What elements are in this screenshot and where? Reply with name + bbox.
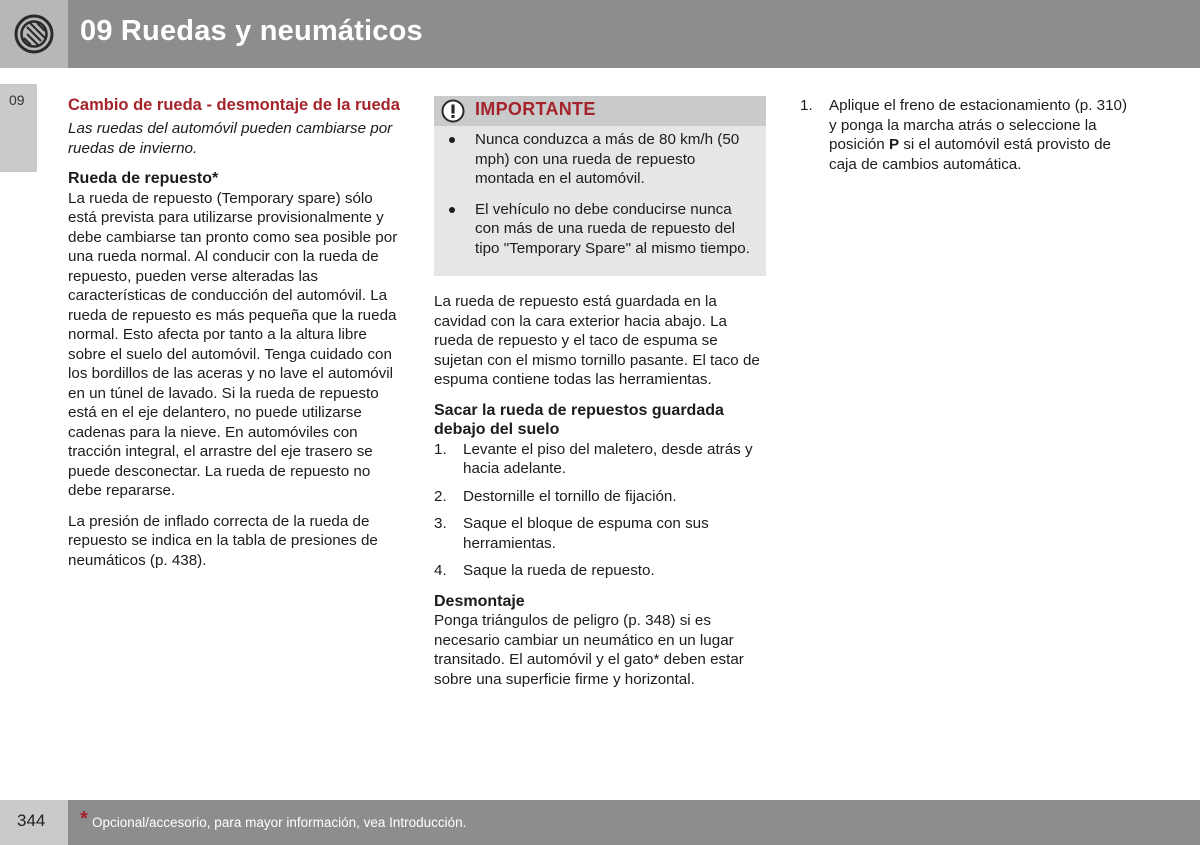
- step-text: Saque el bloque de espuma con sus herramientas.: [463, 515, 709, 552]
- step-item: [434, 487, 766, 507]
- step-text-part: si el automóvil está provisto de caja de cambios automática.: [829, 136, 1111, 173]
- header-icon-box: [0, 0, 68, 68]
- subhead-dismount: Desmontaje: [434, 592, 525, 610]
- chapter-tab: [0, 84, 37, 172]
- footer-bar: [68, 800, 1200, 845]
- subhead-spare-wheel: Rueda de repuesto*: [68, 170, 219, 187]
- step-text: Levante el piso del maletero, desde atrás y hacia adelante.: [463, 440, 753, 477]
- footnote-star: *: [80, 808, 88, 830]
- steps-list: [434, 440, 766, 581]
- paragraph-spare-wheel: La rueda de repuesto (Temporary spare) sólo está prevista para utilizarse provisionalmente y debe cambiarse tan pronto como sea posible por una rueda normal. Al conducir con la rueda de repuesto, pueden verse alteradas las características de conducción del automóvil. La rueda de repuesto es más pequeña que la rueda normal. Esto afecta por tanto a la altura libre sobre el suelo del automóvil. Tenga cuidado con los bordillos de las aceras y no lave el automóvil en un túnel de lavado. Si la rueda de repuesto está en el eje delantero, no puede utilizarse cadenas para la nieve. En automóviles con tracción integral, el arrastre del eje trasero se puede desconectar. La rueda de repuesto no debe repararse.: [68, 189, 398, 499]
- step-number: 1.: [434, 440, 447, 458]
- important-item: Nunca conduzca a más de 80 km/h (50 mph) con una rueda de repuesto montada en el automóvil.: [434, 130, 758, 189]
- chapter-title: 09 Ruedas y neumáticos: [80, 15, 423, 47]
- page-footer: [0, 800, 1200, 845]
- step-text: Saque la rueda de repuesto.: [463, 562, 655, 579]
- gear-position-p: P: [888, 136, 900, 153]
- paragraph-pressure: La presión de inflado correcta de la rueda de repuesto se indica en la tabla de presiones de neumáticos (p. 438).: [68, 512, 378, 569]
- page-number: 344: [17, 811, 46, 830]
- warning-icon: [441, 99, 465, 123]
- step-text-part: Aplique el freno de estacionamiento (p. 310) y ponga la marcha atrás o seleccione la posición: [829, 97, 1128, 153]
- important-title: IMPORTANTE: [475, 99, 596, 119]
- paragraph-dismount: Ponga triángulos de peligro (p. 348) si es necesario cambiar un neumático en un lugar transitado. El automóvil y el gato* deben estar sobre una superficie firme y horizontal.: [434, 612, 744, 688]
- page-header: [0, 0, 1200, 68]
- step-item: [800, 96, 1128, 174]
- step-text: Destornille el tornillo de fijación.: [463, 487, 677, 505]
- step-number: 2.: [434, 487, 447, 505]
- important-box: [434, 96, 766, 276]
- column-right: [800, 96, 1128, 185]
- section-intro: Las ruedas del automóvil pueden cambiarse por ruedas de invierno.: [68, 120, 393, 157]
- important-list: [434, 126, 766, 258]
- column-left: [68, 96, 404, 581]
- step-number: 4.: [434, 562, 447, 579]
- step-number: 3.: [434, 515, 447, 532]
- step-item: [434, 561, 766, 581]
- important-item: El vehículo no debe conducirse nunca con más de una rueda de repuesto del tipo "Temporary Spare" al mismo tiempo.: [434, 200, 758, 259]
- step-item: [434, 440, 766, 479]
- section-title: Cambio de rueda - desmontaje de la rueda: [68, 96, 400, 114]
- subhead-remove-spare: Sacar la rueda de repuestos guardada debajo del suelo: [434, 401, 724, 438]
- paragraph-storage: La rueda de repuesto está guardada en la cavidad con la cara exterior hacia abajo. La rueda de repuesto y el taco de espuma se sujetan con el mismo tornillo pasante. El taco de espuma contiene todas las herramientas.: [434, 293, 760, 388]
- tire-icon: [14, 14, 54, 54]
- chapter-tab-number: 09: [9, 92, 25, 108]
- step-number: 1.: [800, 97, 813, 114]
- steps-list-continued: [800, 96, 1128, 174]
- step-text: [829, 96, 1128, 174]
- page-number-box: [0, 800, 68, 845]
- important-header: [434, 96, 766, 126]
- step-item: [434, 514, 766, 553]
- footnote-text: Opcional/accesorio, para mayor información, vea Introducción.: [92, 815, 467, 830]
- column-middle: [434, 96, 766, 700]
